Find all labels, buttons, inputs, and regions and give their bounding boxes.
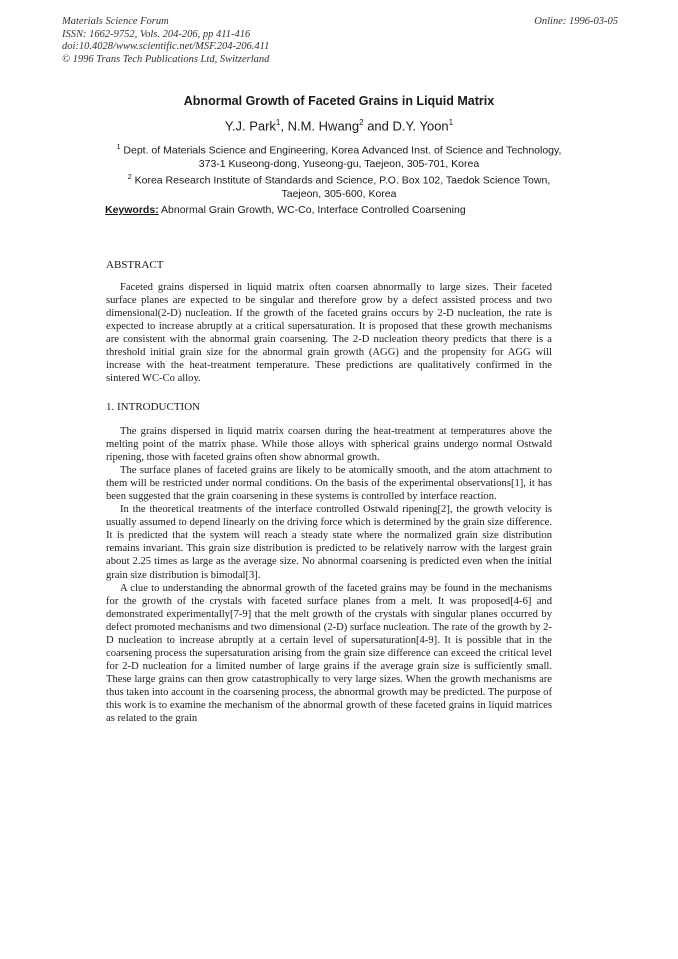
keywords-label: Keywords: [105, 204, 159, 216]
abstract-heading: ABSTRACT [106, 259, 164, 271]
author-name: N.M. Hwang [287, 118, 360, 134]
issn-line: ISSN: 1662-9752, Vols. 204-206, pp 411-416 [62, 28, 251, 40]
abstract-paragraph: Faceted grains dispersed in liquid matrix often coarsen abnormally to large sizes. Their faceted surface planes are expected to be singular and therefore grow by a defect assisted process and two dimensional(2-D) nucleation. If the growth of the faceted grains occurs by 2-D nucleation, the rate is expected to increase abruptly at a critical supersaturation. It is proposed that these growth mechanisms are consistent with the abnormal grain coarsening. The 2-D nucleation theory predicts that there is a threshold initial grain size for the abnormal grain growth (AGG) and the propensity for AGG will increase with the heat-treatment temperature. These predictions are qualitatively confirmed in the sintered WC-Co alloy. [106, 282, 552, 385]
affiliation-1 [100, 141, 578, 171]
author-affiliation-mark: 2 [359, 118, 364, 127]
body-paragraph: The surface planes of faceted grains are likely to be atomically smooth, and the atom attachment to them will be restricted under normal conditions. On the basis of the experimental observations[1], it has been suggested that the grain coarsening in these systems is controlled by interface reaction. [106, 465, 552, 503]
introduction-heading: 1. INTRODUCTION [106, 401, 201, 413]
journal-header [62, 16, 618, 66]
body-paragraph: The grains dispersed in liquid matrix coarsen during the heat-treatment at temperatures above the melting point of the matrix phase. While those alloys with spherical grains undergo normal Ostwald ripening, those with faceted grains often show abnormal growth. [106, 426, 552, 464]
body-paragraph: A clue to understanding the abnormal growth of the faceted grains may be found in the mechanisms for the growth of the crystals with faceted surface planes from a melt. It was proposed[4-6] and demonstrated experimentally[7-9] that the melt growth of the crystals with singular planes occurred by defect promoted mechanisms and two dimensional (2-D) surface nucleation. The rate of the growth by 2-D nucleation to increase abruptly at a certain level of supersaturation[4-9]. It is possible that in the coarsening process the supersaturation arising from the grain size difference can exceed the critical level for 2-D nucleation for a limited number of large grains if the average grain size is sufficiently small. These large grains can then grow catastrophically to very large sizes. When the growth mechanisms are thus taken into account in the coarsening process, the abnormal growth may be predicted. The purpose of this work is to examine the mechanism of the abnormal growth of these faceted grains in liquid matrices as related to the grain [106, 582, 552, 725]
affiliation-line [100, 141, 578, 158]
author-affiliation-mark: 1 [275, 118, 281, 127]
copyright-line: © 1996 Trans Tech Publications Ltd, Switzerland [62, 53, 270, 65]
keywords [105, 204, 466, 216]
author-name: Y.J. Park [224, 118, 276, 134]
affiliation-2 [100, 171, 578, 201]
affiliation-text: 373-1 Kuseong-dong, Yuseong-gu, Taejeon, 305-701, Korea [198, 157, 480, 170]
author-affiliation-mark: 1 [448, 118, 454, 127]
author-list [40, 118, 638, 133]
affiliation-mark: 1 [116, 144, 121, 151]
affiliation-text: Korea Research Institute of Standards and Science, P.O. Box 102, Taedok Science Town, [134, 174, 551, 187]
author-name: D.Y. Yoon [392, 118, 449, 134]
author-separator: , [280, 118, 288, 134]
affiliation-text: Taejeon, 305-600, Korea [281, 187, 397, 200]
keywords-text: Abnormal Grain Growth, WC-Co, Interface Controlled Coarsening [161, 204, 466, 216]
paper-title: Abnormal Growth of Faceted Grains in Liquid Matrix [183, 94, 495, 108]
introduction-section [106, 425, 552, 725]
abstract-section [106, 281, 552, 385]
affiliation-text: Dept. of Materials Science and Engineering, Korea Advanced Inst. of Science and Technology, [123, 144, 562, 157]
affiliation-line [100, 171, 578, 188]
doi-line: doi:10.4028/www.scientific.net/MSF.204-206.411 [62, 41, 270, 52]
online-date: Online: 1996-03-05 [534, 16, 618, 27]
body-paragraph: In the theoretical treatments of the interface controlled Ostwald ripening[2], the growth velocity is usually assumed to depend linearly on the driving force which is determined by the grain size difference. It is predicted that the system will reach a steady state where the normalized grain size distribution remains invariant. This grain size distribution is predicted to be relatively narrow with the largest grain about 2.25 times as large as the average size. No abnormal coarsening is predicted even when the initial grain size distribution is bimodal[3]. [106, 504, 552, 581]
journal-name: Materials Science Forum [62, 16, 169, 27]
affiliation-mark: 2 [127, 174, 132, 181]
author-separator: and [363, 118, 393, 134]
